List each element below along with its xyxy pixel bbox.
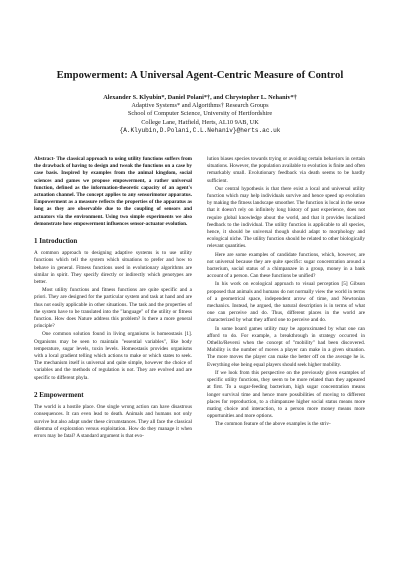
- paragraph: A common approach to designing adaptive systems is to use utility functions which tell the system which situations to prefer and how to behave in general. Fitness functions used in evolutionary algorithms are similar in spirit. They specify directly or indirectly which genotypes are better.: [34, 250, 192, 286]
- author-emails: {A.Klyubin,D.Polani,C.L.Nehaniv}@herts.ac.uk: [119, 126, 281, 134]
- section-heading-empowerment: 2 Empowerment: [34, 390, 84, 399]
- section-heading-introduction: 1 Introduction: [34, 237, 78, 246]
- research-groups: Adaptive Systems* and Algorithms† Research Groups: [131, 102, 269, 110]
- paper-title: Empowerment: A Universal Agent-Centric Measure of Control: [56, 70, 344, 81]
- paragraph: The common feature of the above examples is the striv-: [215, 421, 331, 428]
- paragraph: One common solution found in living organisms is homeostasis [1]. Organisms may be seen to maintain "essential variables", like body temperature, sugar levels, toxin levels. Homeostasis provides organisms with a local gradient telling which actions to make or which states to seek. The mechanism itself is universal and quite simple, however the choice of variables and the methods of regulation is not. They are evolved and are specific to different phyla.: [34, 331, 192, 381]
- right-column: [207, 156, 365, 430]
- author-block: [0, 94, 400, 135]
- paragraph: Here are some examples of candidate functions, which, however, are not universal because they are quite specific: sugar concentration around a bacterium, social status of a chimpanzee in a group, money in a bank account of a person. Can these functions be unified?: [207, 251, 365, 280]
- author-names: Alexander S. Klyubin*, Daniel Polani*†, and Chrystopher L. Nehaniv*†: [103, 94, 297, 101]
- paragraph: Most utility functions and fitness functions are quite specific and a priori. They are designed for the particular system and task at hand and are thus not easily applicable in other situations. The task and the properties of the system have to be translated into the "language" of the utility or fitness function. How does Nature address this problem? Is there a more general principle?: [34, 287, 192, 330]
- paragraph: If we look from this perspective on the previously given examples of specific utility functions, they seem to be more related than they appeared at first. To a sugar-feeding bacterium, high sugar concentration means longer survival time and hence more possibilities of moving to different places for reproduction, to a chimpanzee higher social status means more mating choice and interaction, to a person more money means more opportunities and more options.: [207, 369, 365, 420]
- abstract: Abstract- The classical approach to using utility functions suffers from the drawback of having to design and tweak the functions on a case by case basis. Inspired by examples from the animal kingdom, social sciences and games we propose empowerment, a rather universal function, defined as the information-theoretic capacity of an agent's actuation channel. The concept applies to any sensorimotor apparatus. Empowerment as a measure reflects the properties of the apparatus as long as they are observable due to the coupling of sensors and actuators via the environment. Using two simple experiments we also demonstrate how empowerment influences sensor-actuator evolution.: [34, 156, 192, 227]
- paragraph: lution biases species towards trying or avoiding certain behaviors in certain situations. However, the population available to evolution is finite and often remarkably small. Evolutionary feedback via death seems to be hardly sufficient.: [207, 156, 365, 184]
- paragraph: In his work on ecological approach to visual perception [5] Gibson proposed that animals and humans do not normally view the world in terms of a geometrical space, independent arrow of time, and Newtonian mechanics. Instead, he argued, the natural description is in terms of what one can perceive and do. Thus, different places in the world are characterized by what they afford one to perceive and do.: [207, 281, 365, 324]
- left-column: [34, 156, 192, 441]
- paragraph: In some board games utility may be approximated by what one can afford to do. For example, a breakthrough in strategy occurred in Othello/Reversi when the concept of "mobility" had been discovered. Mobility is the number of moves a player can make in a given situation. The more moves the player can make the better off on the average he is. Everything else being equal players should seek higher mobility.: [207, 325, 365, 368]
- paragraph: Our central hypothesis is that there exist a local and universal utility function which may help individuals survive and hence speed up evolution by making the fitness landscape smoother. The function is local in the sense that it doesn't rely on infinitely long history of past experience, does not require global knowledge about the world, and that it provides localized feedback to the individual. The utility function is applicable to all species, hence, it should be universal though should adapt to morphology and ecological niche. The utility function should be related to other biologically relevant quantities.: [207, 185, 365, 250]
- postal-address: College Lane, Hatfield, Herts, AL10 9AB, UK: [141, 118, 259, 126]
- paragraph: The world is a hostile place. One single wrong action can have disastrous consequences. It can even lead to death. Animals and humans not only survive but also adapt under these circumstances. They all face the classical dilemma of exploration versus exploitation. How do they manage it when errors may be fatal? A standard argument is that evo-: [34, 404, 192, 439]
- school-name: School of Computer Science, University of Hertfordshire: [127, 110, 273, 118]
